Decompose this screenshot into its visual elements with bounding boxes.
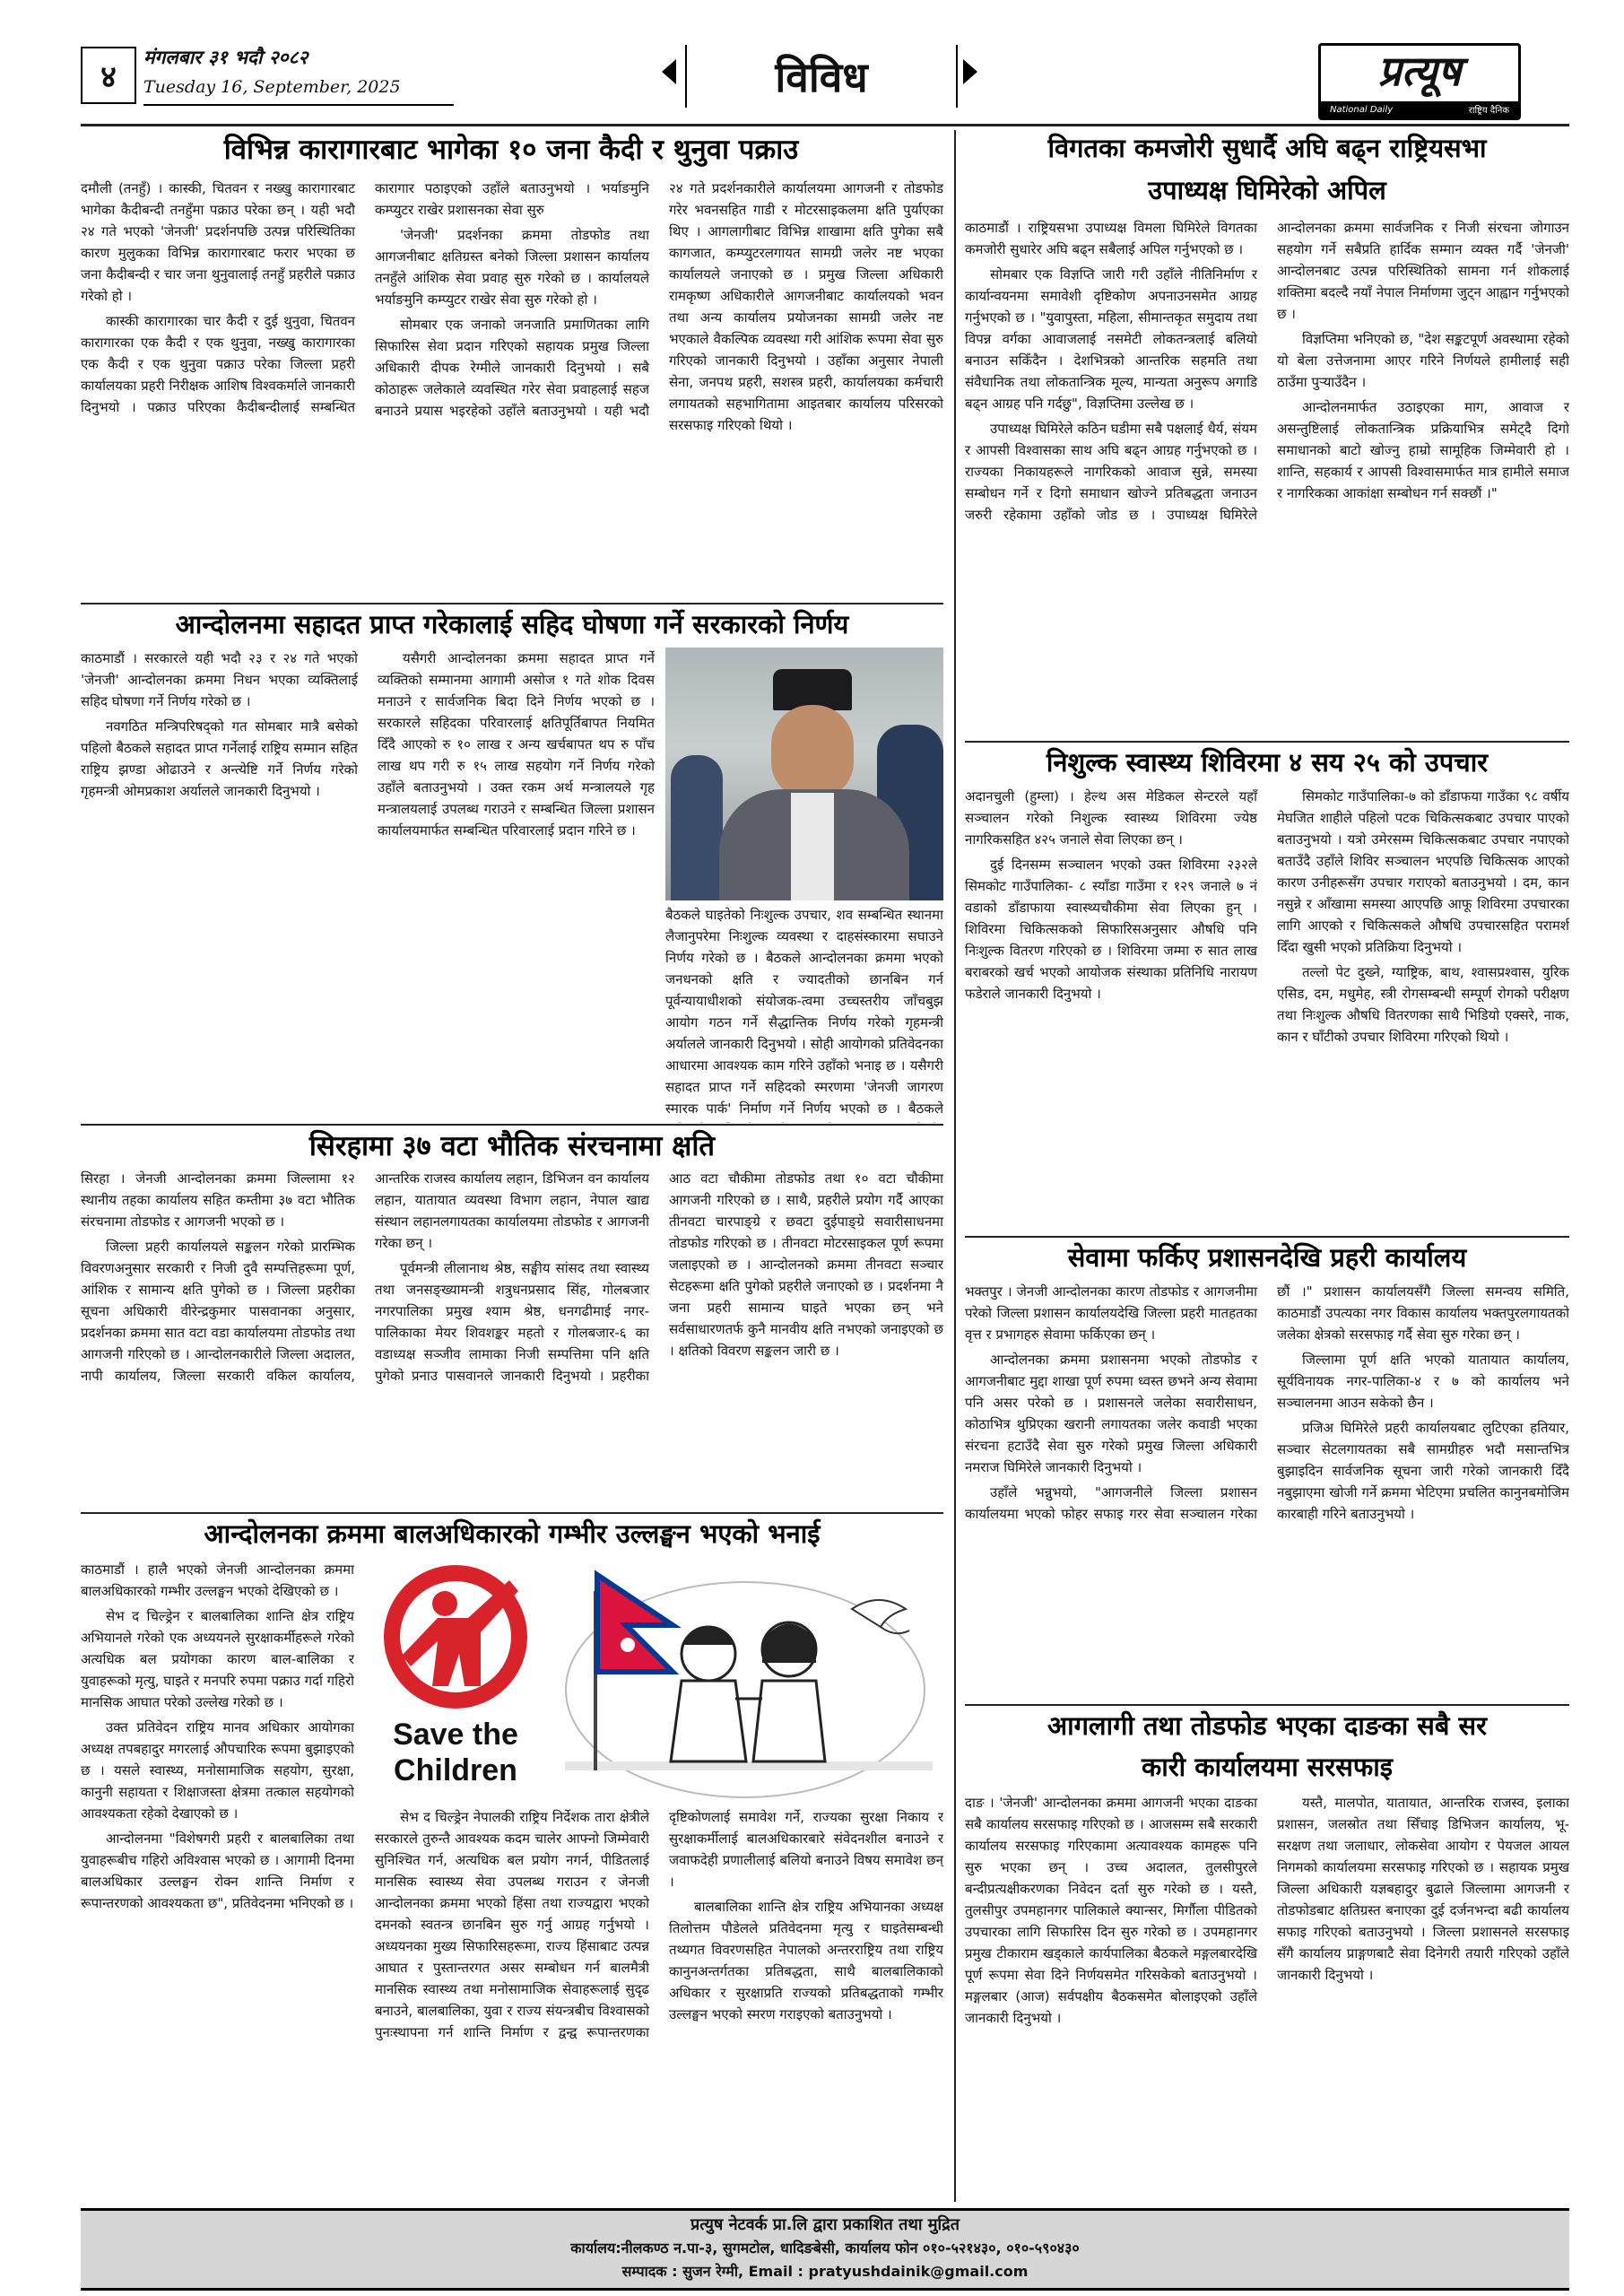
rajyasabha-paragraph: आन्दोलनमार्फत उठाइएका माग, आवाज र असन्तुष्टिलाई लोकतान्त्रिक प्रक्रियाभित्र समेट्दै दिगो समाधानको बाटो खोज्नु हाम्रो सामूहिक जिम्मेवारी हो । शान्ति, सहकार्य र आपसी विश्वासमार्फत मात्र हामीले समाज र नागरिकका आकांक्षा सम्बोधन गर्न सक्छौं ।" bbox=[1277, 399, 1569, 501]
kaidi-body bbox=[81, 178, 943, 599]
sirha-paragraph: पूर्वमन्त्री लीलानाथ श्रेष्ठ, सङ्घीय सांसद तथा स्वास्थ्य तथा जनसङ्ख्यामन्त्री शत्रुधनप्रसाद सिंह, गोलबजार नगरपालिका प्रमुख श्याम श्रेष्ठ, धनगढीमाई नगर-पालिकाका मेयर शिवशङ्कर महतो र गोलबजार-६ का वडाध्यक्ष सञ्जीव लामाका निजी सम्पत्तिमा पनि क्षति पुगेको प्रनाउ पासवानले जानकारी दिनुभयो । प्रहरीका आठ वटा चौकीमा तोडफोड तथा १० वटा चौकीमा आगजनी गरिएको छ । साथै, प्रहरीले प्रयोग गर्दै आएका तीनवटा चारपाङ्ग्रे र छवटा दुईपाङ्ग्रे सवारीसाधनमा तोडफोड गरिएको छ । तीनवटा मोटरसाइकल पूर्ण रूपमा जलाइएको छ । आन्दोलनको क्रममा तीनवटा सञ्चार सेटहरूमा क्षति पुगेको प्रहरीले जनाएको छ । प्रदर्शनमा नै जना प्रहरी सामान्य घाइते भएका छन् भने सर्वसाधारणतर्फ कुनै मानवीय क्षति नभएको जनाइएको छ । क्षतिको विवरण सङ्कलन जारी छ । bbox=[375, 1170, 943, 1384]
shivir-body bbox=[965, 786, 1569, 1234]
sahid-paragraph: नवगठित मन्त्रिपरिषद्को गत सोमबार मात्रै बसेको पहिलो बैठकले सहादत प्राप्त गर्नेलाई राष्ट्रिय सम्मान सहित राष्ट्रिय झण्डा ओढाउने र अन्त्येष्टि गर्ने निर्णय गरेको गृहमन्त्री ओमप्रकाश अर्यालले जानकारी दिनुभयो । bbox=[81, 718, 358, 799]
divider bbox=[81, 1124, 943, 1126]
section-title: विविध bbox=[775, 53, 868, 101]
prahari-paragraph: आन्दोलनका क्रममा प्रशासनमा भएको तोडफोड र आगजनीबाट मुद्दा शाखा पूर्ण रुपमा ध्वस्त छभने अन्य सेवामा पनि असर परेको छ । प्रशासनले जलेका सवारीसाधन, कोठाभित्र थुप्रिएका खरानी लगायतका जलेर कवाडी भएका संरचना हटाउँदै सेवा सुरु गरेको प्रमुख जिल्ला अधिकारी नमराज घिमिरेले जानकारी दिनुभयो । bbox=[965, 1352, 1257, 1475]
photo-shirt bbox=[791, 793, 834, 900]
kaidi-headline: विभिन्न कारागारबाट भागेका १० जना कैदी र थुनुवा पक्राउ bbox=[223, 134, 799, 166]
balbal-paragraph: सेभ द चिल्ड्रेन नेपालकी राष्ट्रिय निर्देशक तारा क्षेत्रीले सरकारले तुरुन्तै आवश्यक कदम चालेर आफ्नो जिम्मेवारी सुनिश्चित गर्न, अत्यधिक बल प्रयोग नगर्न, पीडितलाई मानसिक स्वास्थ्य सेवा उपलब्ध गराउन र जेनजी आन्दोलनका क्रममा भएको हिंसा तथा राज्यद्वारा भएको दमनको स्वतन्त्र छानबिन सुरु गर्नु आग्रह गर्नुभयो । अध्ययनका मुख्य सिफारिसहरूमा, राज्य हिंसाबाट उत्पन्न आघात र पुस्तान्तरगत असर सम्बोधन गर्न बालमैत्री मानसिक स्वास्थ्य तथा मनोसामाजिक सेवाहरूलाई सुदृढ बनाउने, बालबालिका, युवा र राज्य संयन्त्रबीच विश्वासको पुनःस्थापना गर्न शान्ति निर्माण र द्वन्द्व रूपान्तरणका दृष्टिकोणलाई समावेश गर्ने, राज्यका सुरक्षा निकाय र सुरक्षाकर्मीलाई बालअधिकारबारे संवेदनशील बनाउने र जवाफदेही प्रणालीलाई बलियो बनाउने विषय समावेश छन् । bbox=[375, 1809, 943, 2040]
rajyasabha-headline-line1: विगतका कमजोरी सुधार्दै अघि बढ्न राष्ट्रियसभा bbox=[1047, 133, 1487, 163]
rajyasabha-paragraph: काठमाडौं । राष्ट्रियसभा उपाध्यक्ष विमला घिमिरेले विगतका कमजोरी सुधारेर अघि बढ्न सबैलाई अपिल गर्नुभएको छ । bbox=[965, 220, 1257, 257]
footer-address: कार्यालय:नीलकण्ठ न.पा-३, सुगमटोल, धादिङबेसी, कार्यालय फोन ०१०-५२१४३०, ०१०-५९०४३० bbox=[570, 2239, 1080, 2257]
photo-background-person bbox=[671, 755, 723, 900]
page-number: ४ bbox=[100, 59, 117, 95]
dadka-paragraph: दाङ । 'जेनजी' आन्दोलनका क्रममा आगजनी भएका दाङका सबै कार्यालय सरसफाइ गरिएको छ । आजसम्म सबै सरकारी कार्यालय सरसफाइ गरिएकामा अत्यावश्यक कामहरू पनि सुरु भएका छन् । उच्च अदालत, तुलसीपुरले बन्दीप्रत्यक्षीकरणका निवेदन दर्ता सुरु गरेको छ । यस्तै, तुलसीपुर उपमहानगर पालिकाले क्यान्सर, मिर्गौला पीडितको उपचारका लागि सिफारिस दिन सुरु गरेको छ । उपमहानगर प्रमुख टीकाराम खड्काले कार्यपालिका बैठकले मङ्गलबारदेखि पूर्ण रूपमा सेवा दिने निर्णयसमेत गरिसकेको बताउनुभयो । मङ्गलबार (आज) सर्वपक्षीय बैठकसमेत बोलाइएको उहाँले जानकारी दिनुभयो । bbox=[965, 1795, 1257, 2026]
shivir-paragraph: सिमकोट गाउँपालिका-७ को डाँडाफया गाउँका ९८ वर्षीय मेघजित शाहीले पहिलो पटक चिकित्सकबाट उपचार पाएको बताउनुभयो । यत्रो उमेरसम्म चिकित्सकबाट उपचार नपाएको बताउँदै उहाँले शिविर सञ्चालन भएपछि चिकित्सक आएको कारण उनीहरूसँग उपचार गराएको बताउनुभयो । दम, कान नसुन्ने र आँखामा समस्या आएपछि आफू शिविरमा उपचारका लागि आएको र चिकित्सकले औषधि उपचारसहित परामर्श दिँदा खुसी भएको प्रतिक्रिया दिनुभयो । bbox=[1277, 788, 1569, 955]
balbal-paragraph: काठमाडौं । हालै भएको जेनजी आन्दोलनका क्रममा बालअधिकारको गम्भीर उल्लङ्घन भएको देखिएको छ । bbox=[81, 1561, 354, 1599]
sahid-headline: आन्दोलनमा सहादत प्राप्त गरेकालाई सहिद घोषणा गर्ने सरकारको निर्णय bbox=[175, 609, 849, 639]
column-divider bbox=[954, 130, 956, 2202]
balbal-paragraph: सेभ द चिल्ड्रेन र बालबालिका शान्ति क्षेत्र राष्ट्रिय अभियानले गरेको एक अध्ययनले सुरक्षाकर्मीहरूले गरेको अत्यधिक बल प्रयोगका कारण बाल-बालिका र युवाहरूको मृत्यु, घाइते र मनपरि रुपमा पक्राउ गर्दा गहिरो मानसिक आघात परेको उल्लेख गरेको छ । bbox=[81, 1608, 354, 1710]
dadka-headline-line1: आगलागी तथा तोडफोड भएका दाङका सबै सर bbox=[1046, 1710, 1488, 1741]
footer-publisher: प्रत्युष नेटवर्क प्रा.लि द्वारा प्रकाशित तथा मुद्रित bbox=[690, 2215, 960, 2234]
sahid-paragraph: काठमाडौं । सरकारले यही भदौ २३ र २४ गते भएको 'जेनजी' आन्दोलनका क्रममा निधन भएका व्यक्तिलाई सहिद घोषणा गर्ने निर्णय गरेको छ । bbox=[81, 650, 358, 709]
divider bbox=[965, 1236, 1569, 1238]
section-right-arrow-icon bbox=[963, 59, 977, 84]
masthead-band bbox=[1321, 101, 1518, 117]
masthead-logo bbox=[1318, 43, 1521, 120]
page-header bbox=[81, 43, 1569, 122]
balbal-paragraph: बालबालिका शान्ति क्षेत्र राष्ट्रिय अभियानका अध्यक्ष तिलोत्तम पौडेलले प्रतिवेदनमा मृत्यु र घाइतेसम्बन्धी तथ्यगत विवरणसहित नेपालको अन्तरराष्ट्रिय तथा राष्ट्रिय कानुनअन्तर्गतका प्रतिबद्धता, साथै बालबालिकाको अधिकार र सुरक्षाप्रति राज्यको प्रतिबद्धताको गम्भीर उल्लङ्घन भएको स्मरण गराइएको बताउनुभयो । bbox=[669, 1899, 943, 2022]
sirha-headline: सिरहामा ३७ वटा भौतिक संरचनामा क्षति bbox=[308, 1130, 716, 1162]
kaidi-paragraph: सोमबार एक जनाको जनजाति प्रमाणितका लागि सिफारिस सेवा प्रदान गरिएको सहायक प्रमुख जिल्ला अधिकारी दीपक रेग्मीले जानकारी दिनुभयो । सबै कोठाहरू जलेकाले व्यवस्थित गरेर सेवा प्रवाहलाई सहज बनाउने प्रयास भइरहेको उहाँले बताउनुभयो । यही भदौ २४ गते प्रदर्शनकारीले कार्यालयमा आगजनी र तोडफोड गरेर भवनसहित गाडी र मोटरसाइकलमा क्षति पुर्याएका थिए । आगलागीबाट विभिन्न शाखामा क्षति पुगेका सबै कागजात, कम्प्युटरलगायत सामग्री जलेर नष्ट भएका कार्यालयले जनाएको छ । प्रमुख जिल्ला अधिकारी रामकृष्ण अधिकारीले आगजनीबाट कार्यालयको भवन तथा अन्य कार्यालय प्रयोजनका सामग्री जलेर नष्ट भएकाले वैकल्पिक व्यवस्था गरी आंशिक रूपमा सेवा सुरु गरिएको जानकारी दिनुभयो । उहाँका अनुसार नेपाली सेना, जनपथ प्रहरी, सशस्त्र प्रहरी, कार्यालयका कर्मचारी लगायतको सहभागितामा आइतबार कार्यालय परिसरको सरसफाइ गरिएको थियो । bbox=[375, 180, 943, 433]
section-left-arrow-icon bbox=[662, 59, 676, 84]
prahari-paragraph: भक्तपुर । जेनजी आन्दोलनका कारण तोडफोड र आगजनीमा परेको जिल्ला प्रशासन कार्यालयदेखि जिल्ला प्रहरी मातहतका वृत्त र प्रभागहरु सेवामा फर्किएका छन् । bbox=[965, 1283, 1257, 1343]
sahid-paragraph: यसैगरी आन्दोलनका क्रममा सहादत प्राप्त गर्ने व्यक्तिको सम्मानमा आगामी असोज १ गते शोक दिवस मनाउने र सार्वजनिक बिदा दिने निर्णय भएको छ । सरकारले सहिदका परिवारलाई क्षतिपूर्तिबापत नियमित दिँदै आएको रु १० लाख र अन्य खर्चबापत थप रु पाँच लाख थप गरी रु १५ लाख सहयोग गर्ने निर्णय गरेको उहाँले बताउनुभयो । उक्त रकम अर्थ मन्त्रालयले गृह मन्त्रालयलाई उपलब्ध गराउने र सम्बन्धित जिल्ला प्रशासन कार्यालयमार्फत सम्बन्धित परिवारलाई प्रदान गरिने छ । bbox=[378, 650, 655, 839]
balbal-body-right bbox=[375, 1806, 943, 2201]
dadka-headline-line2: कारी कार्यालयमा सरसफाइ bbox=[1142, 1752, 1393, 1782]
balbal-headline: आन्दोलनका क्रममा बालअधिकारको गम्भीर उल्लङ्घन भएको भनाई bbox=[204, 1518, 821, 1549]
save-the-children-emblem-icon bbox=[375, 1561, 536, 1713]
prahari-paragraph: प्रजिअ घिमिरेले प्रहरी कार्यालयबाट लुटिएका हतियार, सञ्चार सेटलगायतका सबै सामग्रीहरु भदौ मसान्तभित्र बुझाइदिन सार्वजनिक सूचना जारी गरेको जानकारी दिँदै नबुझाएमा खोजी गर्ने क्रममा भेटिएमा प्रचलित कानुनबमोजिम कारबाही गरिने बताउनुभयो । bbox=[1277, 1420, 1569, 1522]
sahid-body-left bbox=[81, 648, 655, 1123]
rajyasabha-headline-line2: उपाध्यक्ष घिमिरेको अपिल bbox=[1148, 175, 1386, 205]
balbal-body-left bbox=[81, 1559, 354, 2200]
minister-photo bbox=[665, 648, 943, 900]
dadka-body bbox=[965, 1792, 1569, 2201]
logo-text-line1: Save the bbox=[393, 1718, 518, 1752]
rajyasabha-paragraph: सोमबार एक विज्ञप्ति जारी गरी उहाँले नीतिनिर्माण र कार्यान्वयनमा समावेशी दृष्टिकोण अपनाउनसमेत आग्रह गर्नुभएको छ । "युवापुस्ता, महिला, सीमान्तकृत समुदाय तथा विपन्न वर्गका आवाजलाई नसमेटी लोकतन्त्रलाई बलियो बनाउन सकिँदैन । देशभित्रको आन्तरिक सहमति तथा संवैधानिक तथा लोकतान्त्रिक मूल्य, मान्यता अनुरूप अगाडि बढ्न आग्रह पनि गर्दछु", विज्ञप्तिमा उल्लेख छ । bbox=[965, 266, 1257, 412]
divider bbox=[965, 741, 1569, 743]
masthead-title: प्रत्यूष bbox=[1377, 47, 1462, 95]
section-title-box bbox=[685, 45, 958, 108]
children-with-flag-illustration-icon bbox=[547, 1555, 943, 1802]
prahari-paragraph: उहाँले भन्नुभयो, "आगजनीले जिल्ला प्रशासन कार्यालयमा भएको फोहर सफाइ गरर सेवा सञ्चालन गरेका छौं ।" प्रशासन कार्यालयसँगै जिल्ला समन्वय समिति, काठमाडौं उपत्यका नगर विकास कार्यालय भक्तपुरलगायतको जलेका क्षेत्रको सरसफाइ गर्दै सेवा सुरु गरेका छन् । bbox=[965, 1283, 1569, 1522]
rajyasabha-paragraph: विज्ञप्तिमा भनिएको छ, "देश सङ्कटपूर्ण अवस्थामा रहेको यो बेला उत्तेजनामा आएर गरिने निर्णयले हामीलाई सही ठाउँमा पुऱ्याउँदैन । bbox=[1277, 331, 1569, 390]
sirha-paragraph: जिल्ला प्रहरी कार्यालयले सङ्कलन गरेको प्रारम्भिक विवरणअनुसार सरकारी र निजी दुवै सम्पत्तिहरूमा पूर्ण, आंशिक र सामान्य क्षति पुगेको छ । जिल्ला प्रहरीका सूचना अधिकारी वीरेन्द्रकुमार पासवानका अनुसार, प्रदर्शनका क्रममा सात वटा वडा कार्यालयमा तोडफोड तथा आगजनी गरिएको छ । आन्दोलनकारीले जिल्ला अदालत, नापी कार्यालय, जिल्ला सरकारी वकिल कार्यालय, आन्तरिक राजस्व कार्यालय लहान, डिभिजन वन कार्यालय लहान, यातायात व्यवस्था विभाग लहान, नेपाल खाद्य संस्थान लहानलगायतका कार्यालयमा तोडफोड र आगजनी गरेका छन् । bbox=[81, 1170, 649, 1384]
masthead-tag-left: National Daily bbox=[1330, 104, 1394, 115]
kaidi-paragraph: कास्की कारागारका चार कैदी र दुई थुनुवा, चितवन कारागारका एक कैदी र एक थुनुवा, नख्खु कारागारका एक कैदी र एक थुनुवा पक्राउ परेका जिल्ला प्रहरी कार्यालयका प्रहरी निरीक्षक आशिष विश्वकर्माले जानकारी दिनुभयो । पक्राउ परिएका कैदीबन्दीलाई सम्बन्धित कारागार पठाइएको उहाँले बताउनुभयो । भर्याङमुनि कम्प्युटर राखेर प्रशासनका सेवा सुरु bbox=[81, 180, 649, 415]
prahari-paragraph: जिल्लामा पूर्ण क्षति भएको यातायात कार्यालय, सूर्यविनायक नगर-पालिका-४ र ७ को कार्यालय भने सञ्चालनमा आउन सकेको छैन । bbox=[1277, 1352, 1569, 1411]
footer-imprint bbox=[81, 2208, 1569, 2291]
rajyasabha-paragraph: उपाध्यक्ष घिमिरेले कठिन घडीमा सबै पक्षलाई धैर्य, संयम र आपसी विश्वासका साथ अघि बढ्न आग्रह गर्नुभएको छ । राज्यका निकायहरूले नागरिकको आवाज सुन्ने, समस्या सम्बोधन गर्ने र दिगो समाधान खोज्ने प्रतिबद्धता जनाउन जरुरी रहेकामा उहाँको जोड छ । उपाध्यक्ष घिमिरेले आन्दोलनका क्रममा सार्वजनिक र निजी संरचना जोगाउन सहयोग गर्ने सबैप्रति हार्दिक सम्मान व्यक्त गर्दै 'जेनजी' आन्दोलनबाट उत्पन्न परिस्थितिको सामना गर्न शोकलाई शक्तिमा बदल्दै नयाँ नेपाल निर्माणमा जुट्न आह्वान गर्नुभएको छ । bbox=[965, 220, 1569, 523]
shivir-paragraph: दुई दिनसम्म सञ्चालन भएको उक्त शिविरमा २३२ले सिमकोट गाउँपालिका- ८ स्याँडा गाउँमा र १२९ जनाले ७ नं वडाको डाँडाफाया स्वास्थ्यचौकीमा सेवा लिएका हुन् । शिविरमा चिकित्सकको सिफारिसअनुसार औषधि पनि निःशुल्क वितरण गरिएको छ । शिविरमा जम्मा रु सात लाख बराबरको खर्च भएको आयोजक संस्थाका प्रतिनिधि नारायण फडेराले जानकारी दिनुभयो । bbox=[965, 857, 1257, 1002]
logo-text-line2: Children bbox=[394, 1753, 517, 1787]
sirha-paragraph: सिरहा । जेनजी आन्दोलनका क्रममा जिल्लामा १२ स्थानीय तहका कार्यालय सहित कम्तीमा ३७ वटा भौतिक संरचनामा तोडफोड र आगजनी भएको छ । bbox=[81, 1170, 355, 1230]
date-nepali: मंगलबार ३१ भदौ २०८२ bbox=[143, 47, 308, 68]
sahid-paragraph: बैठकले घाइतेको निःशुल्क उपचार, शव सम्बन्धित स्थानमा लैजानुपरेमा निःशुल्क व्यवस्था र दाहसंस्कारमा सघाउने निर्णय गरेको छ । बैठकले आन्दोलनका क्रममा भएको जनधनको क्षति र ज्यादतीको छानबिन गर्न पूर्वन्यायाधीशको संयोजक-त्वमा उच्चस्तरीय जाँचबुझ आयोग गठन गर्ने सैद्धान्तिक निर्णय गरेको गृहमन्त्री अर्यालले जानकारी दिनुभयो । सोही आयोगको प्रतिवेदनका आधारमा आवश्यक काम गरिने उहाँको भनाइ छ । यसैगरी सहादत प्राप्त गर्ने सहिदको स्मरणमा 'जेनजी जागरण स्मारक पार्क' निर्माण गर्ने निर्णय भएको छ । बैठकले bbox=[665, 907, 943, 1117]
sahid-body-right bbox=[665, 904, 943, 1123]
divider bbox=[965, 1704, 1569, 1706]
save-the-children-logo bbox=[375, 1561, 536, 1803]
divider bbox=[81, 1512, 943, 1514]
balbal-paragraph: आन्दोलनमा "विशेषगरी प्रहरी र बालबालिका तथा युवाहरूबीच गहिरो अविश्वास भएको छ । आगामी दिनमा बालअधिकार उल्लङ्घन रोक्न शान्ति निर्माण र रूपान्तरणको आवश्यकता छ", प्रतिवेदनमा भनिएको छ । bbox=[81, 1831, 354, 1911]
kaidi-paragraph: 'जेनजी' प्रदर्शनका क्रममा तोडफोड तथा आगजनीबाट क्षतिग्रस्त बनेको जिल्ला प्रशासन कार्यालय तनहुँले आंशिक सेवा प्रवाह सुरु गरेको छ । कार्यालयले भर्याङमुनि कम्प्युटर राखेर सेवा सुरु गरेको हो । bbox=[375, 227, 649, 308]
prahari-headline: सेवामा फर्किए प्रशासनदेखि प्रहरी कार्यालय bbox=[1067, 1242, 1467, 1273]
date-english: Tuesday 16, September, 2025 bbox=[143, 77, 401, 97]
sirha-body bbox=[81, 1168, 943, 1509]
footer-editor-email: सम्पादक : सुजन रेग्मी, Email : pratyushdainik@gmail.com bbox=[621, 2263, 1029, 2280]
shivir-paragraph: अदानचुली (हुम्ला) । हेल्थ अस मेडिकल सेन्टरले यहाँ सञ्चालन गरेको निशुल्क स्वास्थ्य शिविरमा ज्येष्ठ नागरिकसहित ४२५ जनाले सेवा लिएका छन् । bbox=[965, 788, 1257, 848]
shivir-headline: निशुल्क स्वास्थ्य शिविरमा ४ सय २५ को उपचार bbox=[1046, 747, 1489, 778]
date-underline bbox=[143, 104, 454, 106]
divider bbox=[81, 603, 943, 604]
kaidi-paragraph: दमौली (तनहुँ) । कास्की, चितवन र नख्खु कारागारबाट भागेका कैदीबन्दी तनहुँमा पक्राउ परेका छन् । यही भदौ २४ गते भएको 'जेनजी' प्रदर्शनपछि उत्पन्न परिस्थितिका कारण मुलुकका विभिन्न कारागारबाट फरार भएका छ जना कैदीबन्दी र चार जना थुनुवालाई तनहुँ प्रहरीले पक्राउ गरेको हो । bbox=[81, 180, 355, 304]
balbal-paragraph: उक्त प्रतिवेदन राष्ट्रिय मानव अधिकार आयोगका अध्यक्ष तपबहादुर मगरलाई औपचारिक रूपमा बुझाइएको छ । यसले स्वास्थ्य, मनोसामाजिक सहयोग, सुरक्षा, कानुनी सहायता र शिक्षाजस्ता क्षेत्रमा तत्काल सहयोगको आवश्यकता रहेको देखाएको छ । bbox=[81, 1719, 354, 1822]
dadka-paragraph: यस्तै, मालपोत, यातायात, आन्तरिक राजस्व, इलाका प्रशासन, जलस्रोत तथा सिँचाइ डिभिजन कार्यालय, भू-सरक्षण तथा जलाधार, लोकसेवा आयोग र पेयजल आयल निगमको कार्यालयमा सरसफाइ गरिएको छ । सहायक प्रमुख जिल्ला अधिकारी यज्ञबहादुर बुढाले जिल्लामा आगजनी र तोडफोडबाट क्षतिग्रस्त बनाएका दुई दर्जनभन्दा बढी कार्यालय सफाइ गरिएको बताउनुभयो । जिल्ला प्रशासनले सरसफाइ सँगै कार्यालय प्राङ्गणबाटै सेवा दिनेगरी तयारी गरिएको उहाँले जानकारी दिनुभयो । bbox=[1277, 1795, 1569, 1983]
rajyasabha-body bbox=[965, 217, 1569, 737]
header-rule bbox=[81, 124, 1569, 126]
masthead-tag-right: राष्ट्रिय दैनिक bbox=[1468, 106, 1509, 116]
photo-face bbox=[771, 705, 854, 798]
children-flag-illustration bbox=[547, 1555, 943, 1802]
shivir-paragraph: तल्लो पेट दुख्ने, ग्याष्ट्रिक, बाथ, श्वासप्रश्वास, युरिक एसिड, दम, मधुमेह, स्त्री रोगसम्बन्धी सम्पूर्ण रोगको परीक्षण तथा निःशुल्क औषधि वितरणका साथै भिडियो एक्सरे, नाक, कान र घाँटीको उपचार शिविरमा गरिएको थियो । bbox=[1277, 964, 1569, 1045]
page-number-box bbox=[81, 47, 136, 104]
prahari-body bbox=[965, 1281, 1569, 1702]
